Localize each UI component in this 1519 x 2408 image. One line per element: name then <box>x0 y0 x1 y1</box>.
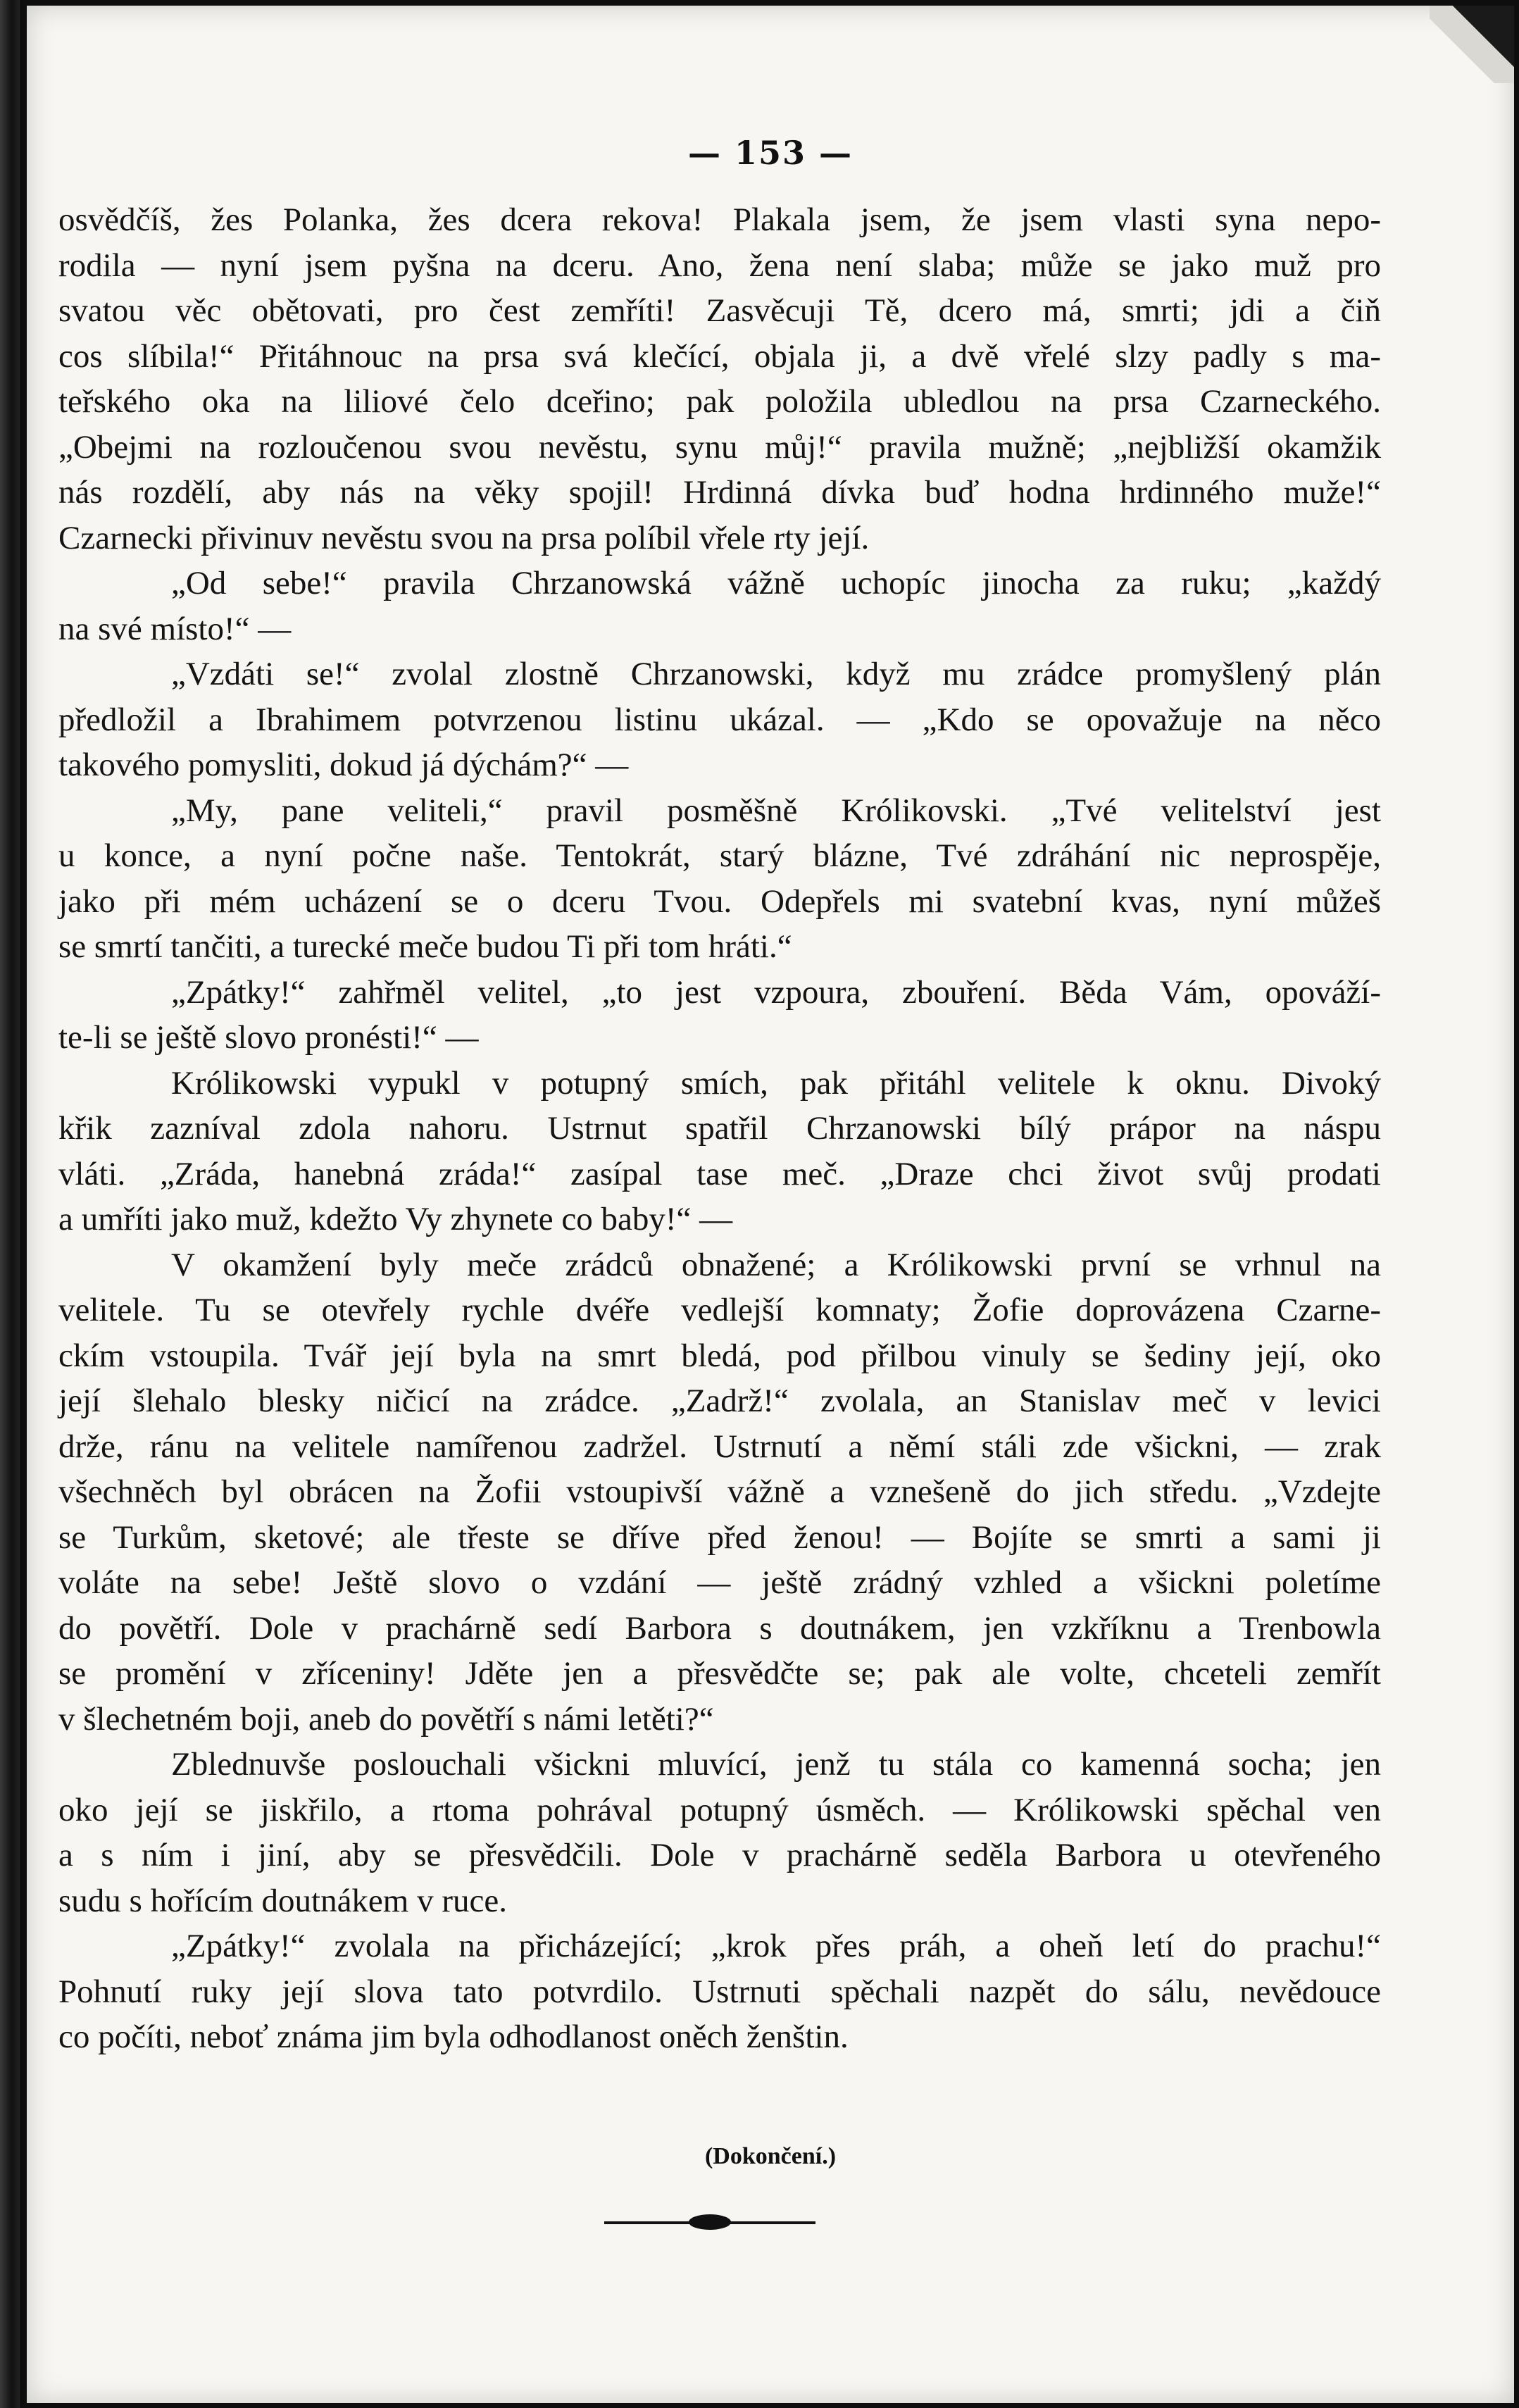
book-edge <box>0 0 20 2408</box>
text-line: v šlechetném boji, aneb do povětří s námi letěti?“ <box>58 1700 714 1738</box>
text-line: osvědčíš, žes Polanka, žes dcera rekova! Plakala jsem, že jsem vlasti syna nepo- <box>58 201 1381 238</box>
text-line: se promění v zříceniny! Jděte jen a přesvědčte se; pak ale volte, chceteli zemřít <box>58 1655 1381 1692</box>
text-line: sudu s hořícím doutnákem v ruce. <box>58 1882 507 1919</box>
text-line: se smrtí tančiti, a turecké meče budou Ti při tom hráti.“ <box>58 928 792 965</box>
ornament-divider <box>604 2209 815 2237</box>
text-line: u konce, a nyní počne naše. Tentokrát, starý blázne, Tvé zdráhání nic neprospěje, <box>58 837 1381 874</box>
text-line: vláti. „Zráda, hanebná zráda!“ zasípal tase meč. „Draze chci život svůj prodati <box>58 1155 1381 1192</box>
text-body <box>58 197 1381 2060</box>
text-line: V okamžení byly meče zrádců obnažené; a Królikowski první se vrhnul na <box>171 1246 1381 1283</box>
text-line: „My, pane veliteli,“ pravil posměšně Królikovski. „Tvé velitelství jest <box>171 792 1381 829</box>
text-line: její šlehalo blesky ničicí na zrádce. „Zadrž!“ zvolala, an Stanislav meč v levici <box>58 1383 1381 1419</box>
text-line: Czarnecki přivinuv nevěstu svou na prsa políbil vřele rty její. <box>58 519 870 556</box>
text-line: ckím vstoupila. Tvář její byla na smrt bledá, pod přilbou vinuly se šediny její, oko <box>58 1337 1381 1374</box>
text-line: cos slíbila!“ Přitáhnouc na prsa svá klečící, objala ji, a dvě vřelé slzy padly s ma- <box>58 337 1381 375</box>
text-line: takového pomysliti, dokud já dýchám?“ — <box>58 747 629 783</box>
text-line: rodila — nyní jsem pyšna na dceru. Ano, žena není slaba; může se jako muž pro <box>58 247 1381 284</box>
text-line: křik zazníval zdola nahoru. Ustrnut spatřil Chrzanowski bílý prápor na náspu <box>58 1110 1381 1147</box>
text-line: nás rozdělí, aby nás na věky spojil! Hrdinná dívka buď hodna hrdinného muže!“ <box>58 474 1381 511</box>
text-line: předložil a Ibrahimem potvrzenou listinu ukázal. — „Kdo se opovažuje na něco <box>58 701 1381 738</box>
text-line: „Zpátky!“ zahřměl velitel, „to jest vzpoura, zbouření. Běda Vám, opováží- <box>171 973 1381 1011</box>
text-line: do povětří. Dole v prachárně sedí Barbora s doutnákem, jen vzkříknu a Trenbowla <box>58 1609 1381 1647</box>
text-line: „Vzdáti se!“ zvolal zlostně Chrzanowski, když mu zrádce promyšlený plán <box>171 656 1381 692</box>
text-line: voláte na sebe! Ještě slovo o vzdání — ještě zrádný vzhled a všickni poletíme <box>58 1564 1381 1601</box>
text-line: teřského oka na liliové čelo dceřino; pak položila ubledlou na prsa Czarneckého. <box>58 383 1381 420</box>
text-line: všechněch byl obrácen na Žofii vstoupivší vážně a vznešeně do jich středu. „Vzdejte <box>58 1473 1381 1510</box>
text-line: Zblednuvše poslouchali všickni mluvící, jenž tu stála co kamenná socha; jen <box>171 1746 1381 1783</box>
text-line: a s ním i jiní, aby se přesvědčili. Dole v prachárně seděla Barbora u otevřeného <box>58 1837 1381 1873</box>
text-line: „Obejmi na rozloučenou svou nevěstu, synu můj!“ pravila mužně; „nejbližší okamžik <box>58 428 1381 466</box>
ending-note: (Dokončení.) <box>704 2143 837 2169</box>
text-line: na své místo!“ — <box>58 610 292 647</box>
text-line: oko její se jiskřilo, a rtoma pohrával potupný úsměch. — Królikowski spěchal ven <box>58 1791 1381 1828</box>
text-line: Pohnutí ruky její slova tato potvrdilo. Ustrnuti spěchali nazpět do sálu, nevědouce <box>58 1973 1381 2010</box>
text-line: velitele. Tu se otevřely rychle dvéře vedlejší komnaty; Žofie doprovázena Czarne- <box>58 1292 1381 1328</box>
text-line: Królikowski vypukl v potupný smích, pak přitáhl velitele k oknu. Divoký <box>171 1064 1381 1102</box>
ornament-flourish-icon <box>689 2214 731 2230</box>
text-line: jako při mém ucházení se o dceru Tvou. Odepřels mi svatební kvas, nyní můžeš <box>58 882 1381 920</box>
text-line: co počíti, neboť známa jim byla odhodlanost oněch ženštin. <box>58 2019 849 2055</box>
document-page <box>27 6 1514 2403</box>
text-line: se Turkům, sketové; ale třeste se dříve před ženou! — Bojíte se smrti a sami ji <box>58 1518 1381 1556</box>
text-line: drže, ránu na velitele namířenou zadržel. Ustrnutí a němí stáli zde všickni, — zrak <box>58 1428 1381 1465</box>
text-line: svatou věc obětovati, pro čest zemříti! Zasvěcuji Tě, dcero má, smrti; jdi a čiň <box>58 292 1381 329</box>
text-line: a umříti jako muž, kdežto Vy zhynete co baby!“ — <box>58 1201 733 1237</box>
page-corner-fold <box>1430 6 1514 83</box>
text-line: „Zpátky!“ zvolala na přicházející; „krok přes práh, a oheň letí do prachu!“ <box>171 1928 1381 1964</box>
page-number: — 153 — <box>687 134 854 172</box>
text-line: „Od sebe!“ pravila Chrzanowská vážně uchopíc jinocha za ruku; „každý <box>171 565 1381 601</box>
text-line: te-li se ještě slovo pronésti!“ — <box>58 1019 479 1056</box>
